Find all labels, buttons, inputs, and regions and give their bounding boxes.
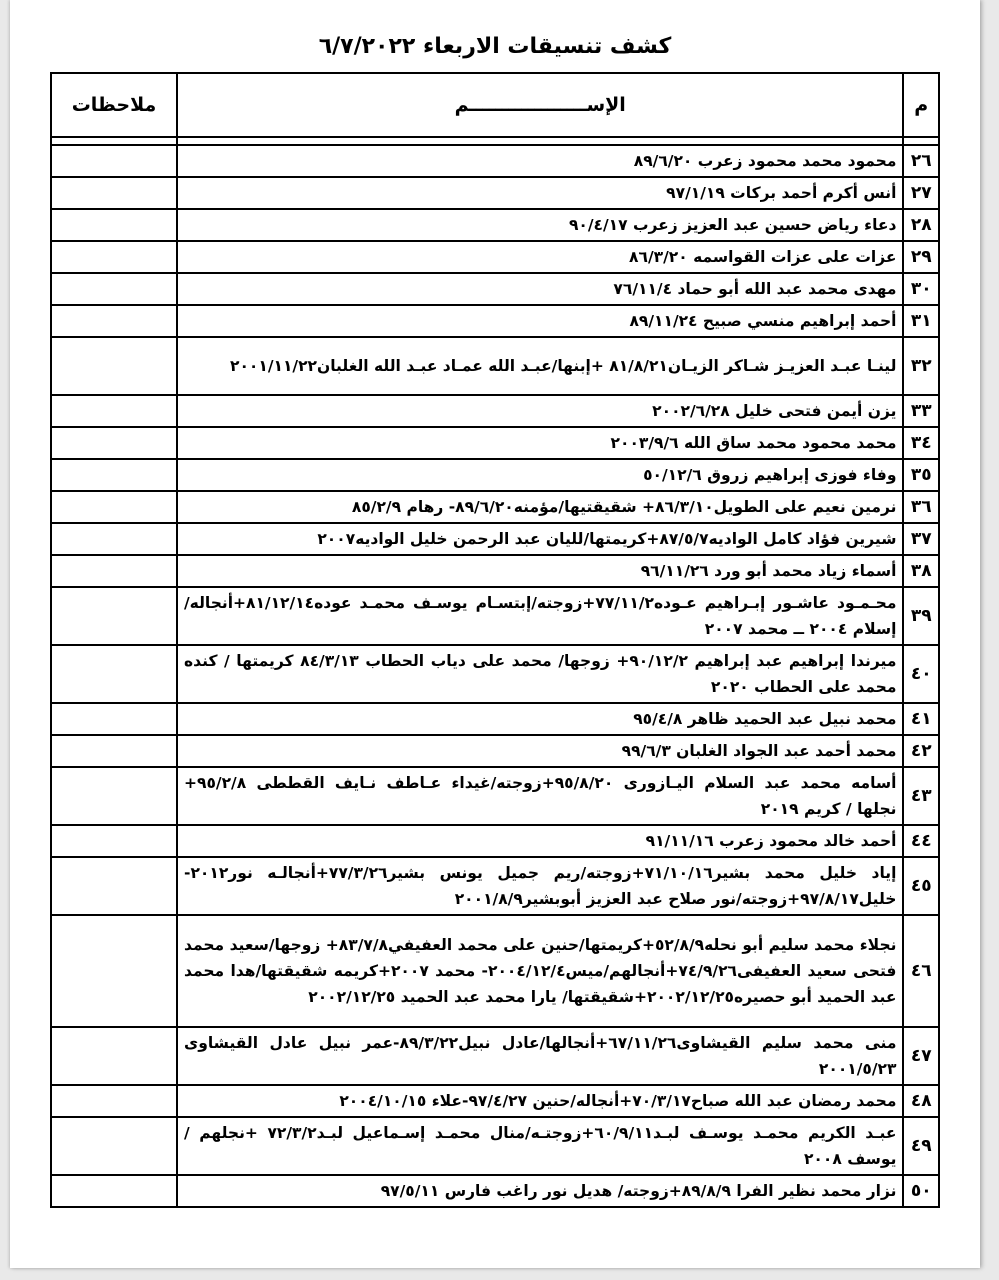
row-notes xyxy=(51,337,177,395)
row-name: لينـا عبـد العزيـز شـاكر الزيـان٨١/٨/٢١ +إبنها/عبـد الله عمـاد عبـد الله الغلبان٢٠٠١/١١/٢٢ xyxy=(177,337,903,395)
row-notes xyxy=(51,735,177,767)
row-notes xyxy=(51,491,177,523)
row-name: منى محمد سليم القيشاوى٦٧/١١/٢٦+أنجالها/عادل نبيل٨٩/٣/٢٢-عمر نبيل عادل القيشاوى ٢٠٠١/٥/٢٣ xyxy=(177,1027,903,1085)
row-number: ٢٨ xyxy=(903,209,939,241)
table-row xyxy=(51,145,939,177)
row-name: محـمـود عاشـور إبـراهيم عـوده٧٧/١١/٢+زوجته/إبتسـام يوسـف محمـد عوده٨١/١٢/١٤+أنجاله/ إسلام ٢٠٠٤ ــ محمد ٢٠٠٧ xyxy=(177,587,903,645)
header-row xyxy=(51,73,939,137)
table-row xyxy=(51,555,939,587)
roster-body xyxy=(51,145,939,1207)
row-number: ٤٣ xyxy=(903,767,939,825)
roster-table xyxy=(50,72,940,1208)
row-name: محمد أحمد عبد الجواد الغلبان ٩٩/٦/٣ xyxy=(177,735,903,767)
table-row xyxy=(51,273,939,305)
row-name: محمد محمود محمد ساق الله ٢٠٠٣/٩/٦ xyxy=(177,427,903,459)
row-number: ٢٩ xyxy=(903,241,939,273)
row-notes xyxy=(51,555,177,587)
row-notes xyxy=(51,459,177,491)
row-name: يزن أيمن فتحى خليل ٢٠٠٢/٦/٢٨ xyxy=(177,395,903,427)
table-row xyxy=(51,337,939,395)
row-name: وفاء فوزى إبراهيم زروق ٥٠/١٢/٦ xyxy=(177,459,903,491)
row-number: ٣١ xyxy=(903,305,939,337)
header-notes: ملاحظات xyxy=(51,73,177,137)
row-notes xyxy=(51,645,177,703)
table-row xyxy=(51,703,939,735)
row-number: ٤١ xyxy=(903,703,939,735)
table-row xyxy=(51,241,939,273)
row-name: أسماء زياد محمد أبو ورد ٩٦/١١/٢٦ xyxy=(177,555,903,587)
gap-cell xyxy=(177,137,903,145)
row-notes xyxy=(51,1027,177,1085)
row-number: ٤٤ xyxy=(903,825,939,857)
row-name: أحمد إبراهيم منسي صبيح ٨٩/١١/٢٤ xyxy=(177,305,903,337)
row-notes xyxy=(51,427,177,459)
table-row xyxy=(51,767,939,825)
table-row xyxy=(51,735,939,767)
row-name: محمد نبيل عبد الحميد ظاهر ٩٥/٤/٨ xyxy=(177,703,903,735)
row-name: مهدى محمد عبد الله أبو حماد ٧٦/١١/٤ xyxy=(177,273,903,305)
row-notes xyxy=(51,857,177,915)
row-notes xyxy=(51,305,177,337)
row-notes xyxy=(51,1117,177,1175)
row-number: ٣٣ xyxy=(903,395,939,427)
table-row xyxy=(51,523,939,555)
row-name: شيرين فؤاد كامل الواديه٨٧/٥/٧+كريمتها/لليان عبد الرحمن خليل الواديه٢٠٠٧ xyxy=(177,523,903,555)
row-notes xyxy=(51,825,177,857)
table-row xyxy=(51,305,939,337)
gap-cell xyxy=(51,137,177,145)
row-number: ٤٩ xyxy=(903,1117,939,1175)
row-number: ٣٨ xyxy=(903,555,939,587)
row-number: ٤٨ xyxy=(903,1085,939,1117)
row-name: أحمد خالد محمود زعرب ٩١/١١/١٦ xyxy=(177,825,903,857)
table-row xyxy=(51,587,939,645)
row-notes xyxy=(51,587,177,645)
document-sheet xyxy=(10,0,980,1268)
row-name: نزار محمد نظير الفرا ٨٩/٨/٩+زوجته/ هديل نور راغب فارس ٩٧/٥/١١ xyxy=(177,1175,903,1207)
row-name: إياد خليل محمد بشير٧١/١٠/١٦+زوجته/ريم جميل يونس بشير٧٧/٣/٢٦+أنجالـه نور٢٠١٢- خليل٩٧/٨/١٧+زوجته/نور صلاح عبد العزيز أبوبشير٢٠٠١/٨/٩ xyxy=(177,857,903,915)
row-name: أسامه محمد عبد السلام اليـازورى ٩٥/٨/٢٠+زوجته/غيداء عـاطف نـايف القططى ٩٥/٢/٨+ نجلها / كريم ٢٠١٩ xyxy=(177,767,903,825)
table-row xyxy=(51,1085,939,1117)
table-row xyxy=(51,491,939,523)
row-number: ٣٩ xyxy=(903,587,939,645)
row-number: ٤٠ xyxy=(903,645,939,703)
row-name: أنس أكرم أحمد بركات ٩٧/١/١٩ xyxy=(177,177,903,209)
row-name: محمود محمد محمود زعرب ٨٩/٦/٢٠ xyxy=(177,145,903,177)
table-row xyxy=(51,645,939,703)
table-row xyxy=(51,209,939,241)
row-number: ٤٢ xyxy=(903,735,939,767)
table-row xyxy=(51,395,939,427)
row-notes xyxy=(51,703,177,735)
row-notes xyxy=(51,145,177,177)
table-row xyxy=(51,857,939,915)
row-number: ٣٧ xyxy=(903,523,939,555)
row-number: ٣٤ xyxy=(903,427,939,459)
table-row xyxy=(51,459,939,491)
row-number: ٥٠ xyxy=(903,1175,939,1207)
table-row xyxy=(51,915,939,1027)
row-notes xyxy=(51,209,177,241)
row-notes xyxy=(51,1175,177,1207)
gap-cell xyxy=(903,137,939,145)
row-number: ٣٠ xyxy=(903,273,939,305)
table-row xyxy=(51,1117,939,1175)
header-name: الإســــــــــــــــــم xyxy=(177,73,903,137)
row-notes xyxy=(51,915,177,1027)
table-row xyxy=(51,177,939,209)
row-notes xyxy=(51,241,177,273)
row-number: ٤٥ xyxy=(903,857,939,915)
row-number: ٣٥ xyxy=(903,459,939,491)
row-number: ٣٢ xyxy=(903,337,939,395)
row-notes xyxy=(51,273,177,305)
row-number: ٤٦ xyxy=(903,915,939,1027)
table-row xyxy=(51,427,939,459)
row-notes xyxy=(51,177,177,209)
row-name: دعاء رياض حسين عبد العزيز زعرب ٩٠/٤/١٧ xyxy=(177,209,903,241)
row-name: ميرندا إبراهيم عبد إبراهيم ٩٠/١٢/٢+ زوجها/ محمد على دياب الحطاب ٨٤/٣/١٣ كريمتها / كنده محمد على الحطاب ٢٠٢٠ xyxy=(177,645,903,703)
row-number: ٤٧ xyxy=(903,1027,939,1085)
table-row xyxy=(51,825,939,857)
row-name: نرمين نعيم على الطويل٨٦/٣/١٠+ شقيقتيها/مؤمنه٨٩/٦/٢٠- رهام ٨٥/٢/٩ xyxy=(177,491,903,523)
header-gap-row xyxy=(51,137,939,145)
row-number: ٣٦ xyxy=(903,491,939,523)
page-title: كشف تنسيقات الاربعاء ٦/٧/٢٠٢٢ xyxy=(318,34,672,59)
row-name: عبـد الكريم محمـد يوسـف لبـد٦٠/٩/١١+زوجتـه/منال محمـد إسـماعيل لبـد٧٢/٣/٢ +نجلهم / يوسف ٢٠٠٨ xyxy=(177,1117,903,1175)
row-notes xyxy=(51,767,177,825)
table-row xyxy=(51,1027,939,1085)
row-notes xyxy=(51,395,177,427)
header-number: م xyxy=(903,73,939,137)
row-notes xyxy=(51,523,177,555)
table-row xyxy=(51,1175,939,1207)
row-name: محمد رمضان عبد الله صباح٧٠/٣/١٧+أنجاله/حنين ٩٧/٤/٢٧-علاء ٢٠٠٤/١٠/١٥ xyxy=(177,1085,903,1117)
row-name: عزات على عزات القواسمه ٨٦/٣/٢٠ xyxy=(177,241,903,273)
row-name: نجلاء محمد سليم أبو نحله٥٢/٨/٩+كريمتها/حنين على محمد العفيفي٨٣/٧/٨+ زوجها/سعيد محمد فتحى سعيد العفيفى٧٤/٩/٢٦+أنجالهم/ميس٢٠٠٤/١٢/٤- محمد ٢٠٠٧+كريمه شقيقتها/هدا محمد عبد الحميد أبو حصيره٢٠٠٢/١٢/٢٥+شقيقتها/ يارا محمد عبد الحميد ٢٠٠٢/١٢/٢٥ xyxy=(177,915,903,1027)
row-number: ٢٧ xyxy=(903,177,939,209)
row-notes xyxy=(51,1085,177,1117)
row-number: ٢٦ xyxy=(903,145,939,177)
